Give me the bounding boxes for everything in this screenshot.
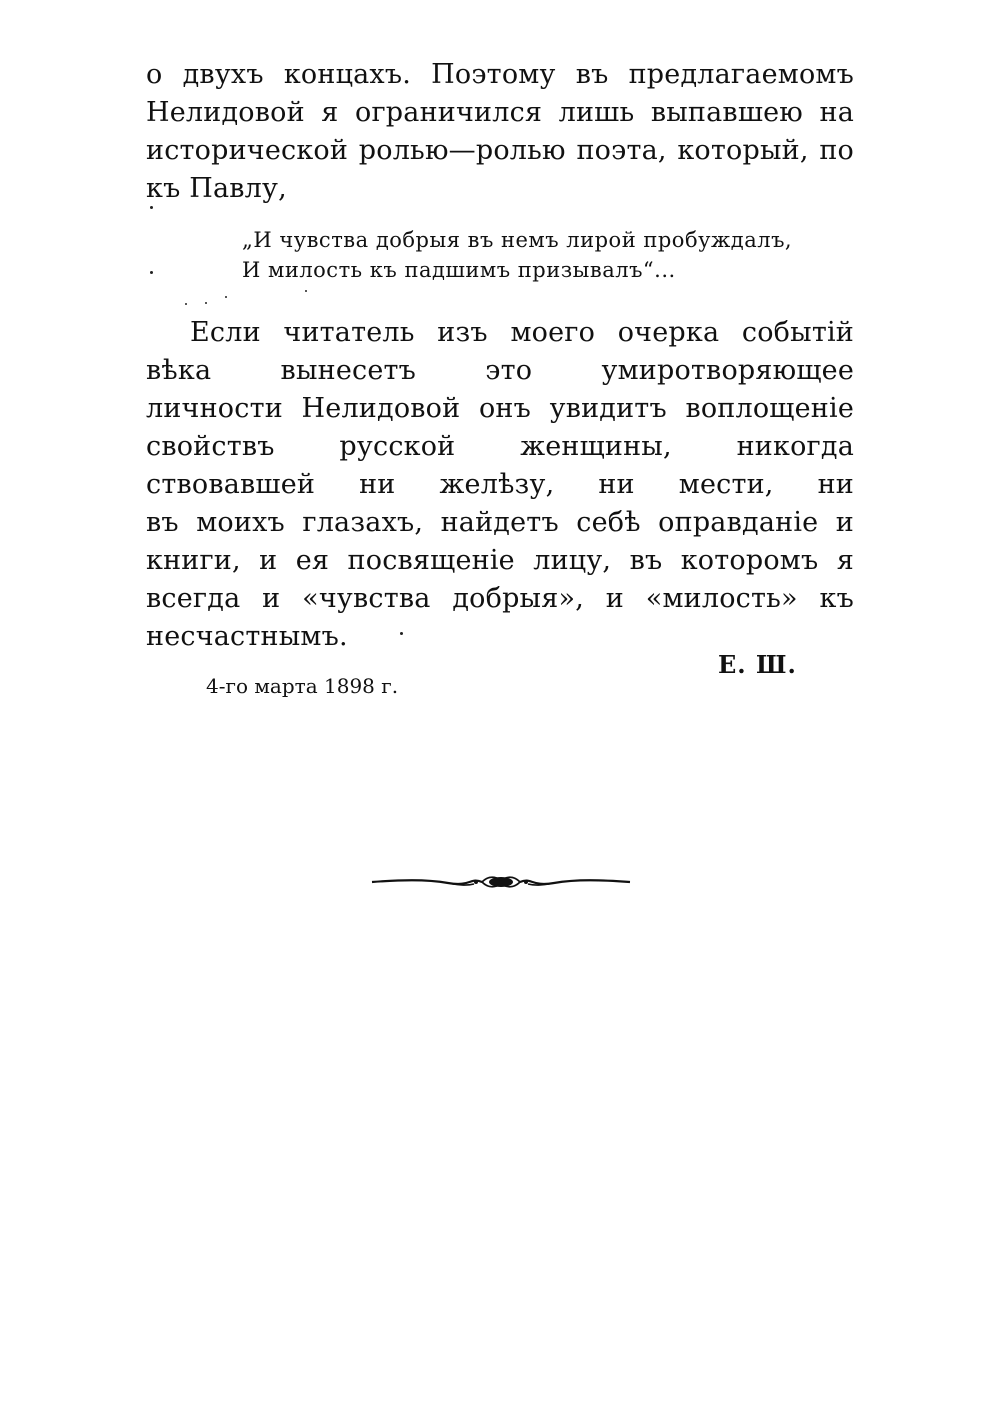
paragraph-2-line-5: ствовавшей ни желѣзу, ни мести, ни xyxy=(146,469,854,500)
scan-speck xyxy=(305,290,307,292)
paragraph-2-line-7: книги, и ея посвященіе лицу, въ которомъ я xyxy=(146,545,854,576)
quote-line-2: И милость къ падшимъ призывалъ“... xyxy=(242,258,676,282)
scan-speck xyxy=(205,302,207,304)
scan-speck xyxy=(150,271,153,274)
scan-speck xyxy=(400,632,403,635)
ornament-divider-icon xyxy=(370,868,632,898)
scan-speck xyxy=(185,303,187,305)
paragraph-1-line-1: о двухъ концахъ. Поэтому въ предлагаемомъ xyxy=(146,59,854,90)
paragraph-2-line-9: несчастнымъ. xyxy=(146,621,348,652)
paragraph-2-line-3: личности Нелидовой онъ увидитъ воплощеніе xyxy=(146,393,854,424)
paragraph-1-line-4: къ Павлу, xyxy=(146,173,287,204)
paragraph-2-line-2: вѣка вынесетъ это умиротворяющее xyxy=(146,355,854,386)
scan-speck xyxy=(225,296,227,298)
paragraph-2-line-6: въ моихъ глазахъ, найдетъ себѣ оправданіе и xyxy=(146,507,854,538)
scan-speck xyxy=(150,206,153,209)
paragraph-2-line-1: Если читатель изъ моего очерка событій xyxy=(190,317,854,348)
quote-line-1: „И чувства добрыя въ немъ лирой пробуждалъ, xyxy=(242,228,793,252)
date-line: 4-го марта 1898 г. xyxy=(206,674,399,698)
paragraph-2-line-8: всегда и «чувства добрыя», и «милость» къ xyxy=(146,583,854,614)
author-signature: Е. Ш. xyxy=(718,650,797,679)
paragraph-1-line-2: Нелидовой я ограничился лишь выпавшею на xyxy=(146,97,854,128)
paragraph-1-line-3: исторической ролью—ролью поэта, который, по xyxy=(146,135,854,166)
paragraph-2-line-4: свойствъ русской женщины, никогда xyxy=(146,431,854,462)
